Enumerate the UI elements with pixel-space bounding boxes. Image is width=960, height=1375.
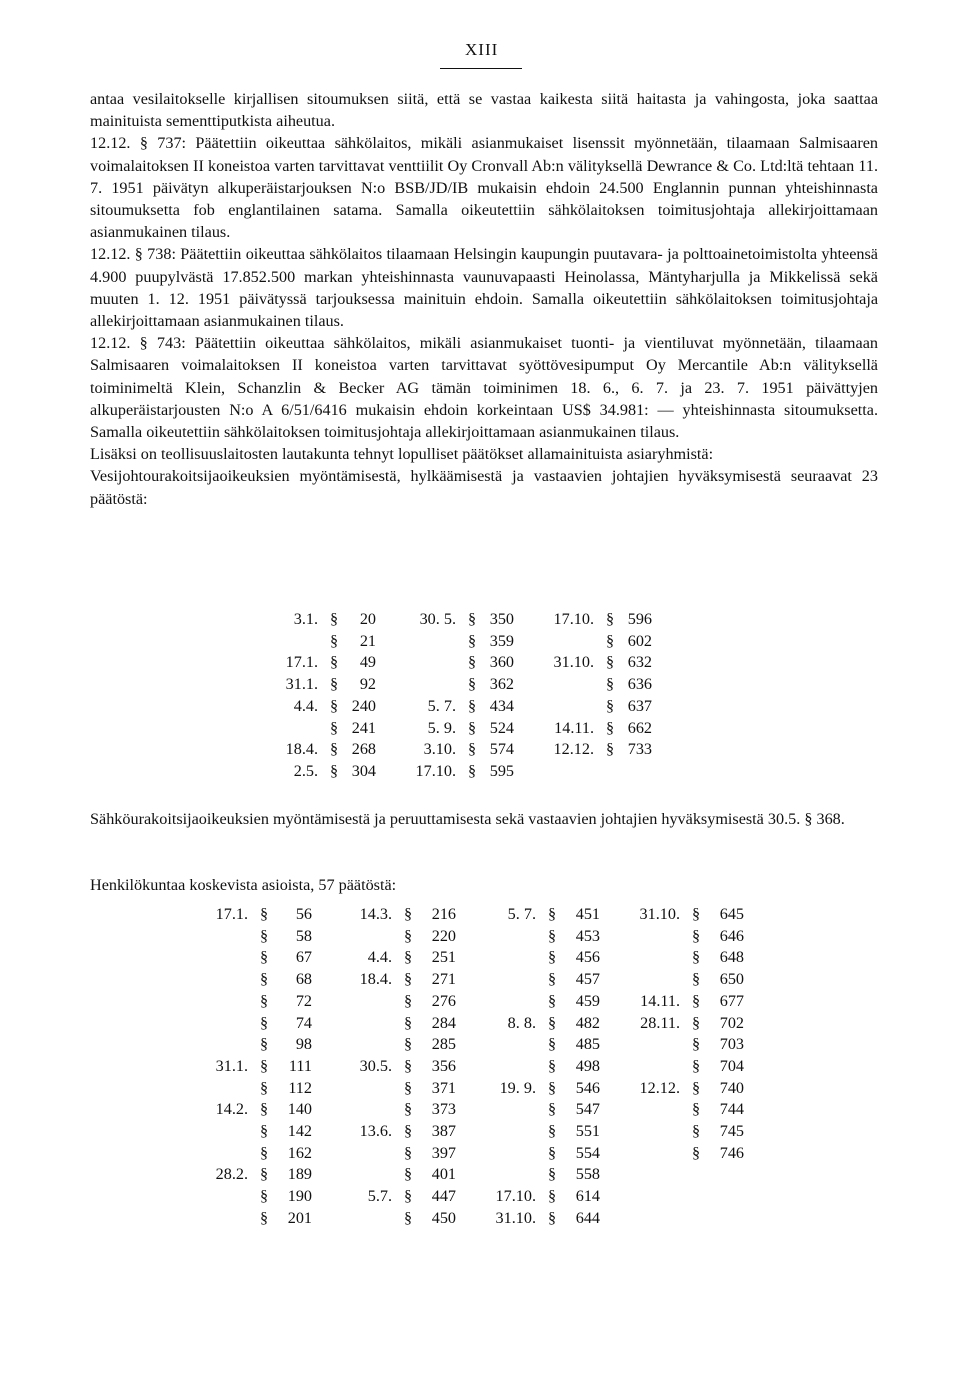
section-number: 636 [627, 675, 652, 694]
table-row [262, 718, 652, 740]
section-sign: § [548, 926, 557, 945]
section-number: 637 [627, 696, 652, 715]
section-sign: § [468, 631, 477, 650]
decision-date [312, 1013, 404, 1035]
section-sign: § [468, 696, 477, 715]
section-number: 397 [431, 1143, 456, 1162]
section-number: 140 [287, 1100, 312, 1119]
section-sign: § [330, 675, 339, 694]
section-number: 457 [575, 970, 600, 989]
decision-date [514, 761, 606, 783]
section-sign: § [260, 948, 269, 967]
section-sign: § [692, 1078, 701, 1097]
decision-date [376, 652, 468, 674]
body-text [90, 88, 878, 510]
section-sign: § [260, 1035, 269, 1054]
decision-date [456, 947, 548, 969]
decision-date [456, 926, 548, 948]
decision-date [600, 947, 692, 969]
section-number: 614 [575, 1187, 600, 1206]
section-sign: § [468, 718, 477, 737]
section-sign: § [468, 653, 477, 672]
section-number: 21 [359, 631, 376, 650]
decision-date: 14.11. [640, 991, 680, 1010]
section-sign: § [548, 970, 557, 989]
decision-date: 5. 7. [507, 905, 536, 923]
section-number: 650 [719, 970, 744, 989]
decision-date: 17.1. [285, 653, 318, 672]
section-number: 596 [627, 610, 652, 628]
section-sign: § [548, 905, 557, 923]
page-number-rule [440, 68, 522, 69]
section-sign: § [606, 610, 615, 628]
decision-date [600, 1186, 692, 1208]
decision-date [190, 947, 260, 969]
decision-date [600, 1099, 692, 1121]
section-number: 524 [489, 718, 514, 737]
section-number: 72 [295, 991, 312, 1010]
section-sign: § [404, 970, 413, 989]
section-sign: § [404, 1013, 413, 1032]
section-number: 111 [288, 1056, 312, 1075]
section-sign: § [404, 1187, 413, 1206]
section-number: 268 [351, 740, 376, 759]
section-number: 453 [575, 926, 600, 945]
section-number: 68 [295, 970, 312, 989]
table-row [190, 1013, 744, 1035]
section-number: 373 [431, 1100, 456, 1119]
section-sign: § [692, 905, 701, 923]
section-number: 56 [295, 905, 312, 923]
section-sign: § [404, 1100, 413, 1119]
section-number: 602 [627, 631, 652, 650]
section-number [708, 1164, 744, 1186]
table-row [190, 1099, 744, 1121]
section-sign: § [548, 1187, 557, 1206]
section-sign: § [548, 1100, 557, 1119]
table-row [190, 1186, 744, 1208]
section-sign: § [260, 1056, 269, 1075]
section-sign: § [260, 1078, 269, 1097]
decision-date: 14.3. [359, 905, 392, 923]
section-number: 554 [575, 1143, 600, 1162]
decision-date [600, 1056, 692, 1078]
section-sign: § [404, 991, 413, 1010]
section-sign: § [260, 1122, 269, 1141]
table-row [262, 761, 652, 783]
section-sign: § [548, 1208, 557, 1227]
section-sign: § [330, 761, 339, 780]
decision-date [190, 1208, 260, 1230]
section-number: 646 [719, 926, 744, 945]
water-contractor-decisions-table [262, 609, 652, 783]
section-number: 447 [431, 1187, 456, 1206]
decision-date [514, 674, 606, 696]
decision-date [456, 1164, 548, 1186]
section-number: 574 [489, 740, 514, 759]
decision-date [190, 1078, 260, 1100]
table-row [190, 1164, 744, 1186]
section-sign: § [692, 1056, 701, 1075]
section-sign: § [606, 696, 615, 715]
section-number: 98 [295, 1035, 312, 1054]
section-number: 704 [719, 1056, 744, 1075]
section-number: 162 [287, 1143, 312, 1162]
section-sign: § [404, 1078, 413, 1097]
section-sign [606, 761, 622, 783]
section-sign: § [548, 1122, 557, 1141]
decision-date [262, 631, 330, 653]
decision-date [600, 1164, 692, 1186]
table-row [190, 1143, 744, 1165]
section-sign [692, 1186, 708, 1208]
paragraph-personnel: Henkilökuntaa koskevista asioista, 57 päätöstä: [90, 876, 397, 894]
decision-date [312, 991, 404, 1013]
section-number: 220 [431, 926, 456, 945]
decision-date [456, 1056, 548, 1078]
section-number [708, 1186, 744, 1208]
section-number: 677 [719, 991, 744, 1010]
section-number: 644 [575, 1208, 600, 1227]
section-number: 547 [575, 1100, 600, 1119]
section-number: 190 [287, 1187, 312, 1206]
section-sign: § [260, 926, 269, 945]
decision-date: 3.1. [293, 610, 318, 628]
paragraph-water-works: antaa vesilaitokselle kirjallisen sitoumuksen siitä, että se vastaa kaikesta siitä haitasta ja vahingosta, joka saattaa mainituista sementtiputkista aiheutua. [90, 90, 878, 131]
table-row [190, 1121, 744, 1143]
section-number: 645 [719, 905, 744, 923]
section-number: 276 [431, 991, 456, 1010]
decision-date [600, 1121, 692, 1143]
section-number: 112 [288, 1078, 312, 1097]
decision-date: 18.4. [359, 970, 392, 989]
section-sign: § [606, 718, 615, 737]
section-number: 360 [489, 653, 514, 672]
section-number: 142 [287, 1122, 312, 1141]
table-row [262, 652, 652, 674]
section-sign: § [260, 1165, 269, 1184]
section-sign: § [260, 970, 269, 989]
section-number [708, 1208, 744, 1230]
section-sign: § [330, 610, 339, 628]
decision-date: 17.10. [495, 1187, 536, 1206]
decision-date [456, 1143, 548, 1165]
section-number: 558 [575, 1165, 600, 1184]
section-number: 189 [287, 1165, 312, 1184]
decision-date [456, 1099, 548, 1121]
section-sign: § [548, 1056, 557, 1075]
section-sign: § [404, 926, 413, 945]
section-sign: § [692, 970, 701, 989]
section-number: 632 [627, 653, 652, 672]
section-number: 216 [431, 905, 456, 923]
section-number: 551 [575, 1122, 600, 1141]
decision-date: 19. 9. [499, 1078, 536, 1097]
table-row [262, 609, 652, 631]
section-number: 434 [489, 696, 514, 715]
section-number: 482 [575, 1013, 600, 1032]
section-sign: § [330, 696, 339, 715]
decision-date [190, 969, 260, 991]
table-row [190, 991, 744, 1013]
section-number: 451 [575, 905, 600, 923]
decision-date [312, 1143, 404, 1165]
section-sign: § [468, 761, 477, 780]
decision-date [312, 926, 404, 948]
section-number: 371 [431, 1078, 456, 1097]
decision-date [456, 991, 548, 1013]
section-number: 362 [489, 675, 514, 694]
section-sign: § [548, 1078, 557, 1097]
section-number: 459 [575, 991, 600, 1010]
section-sign: § [606, 675, 615, 694]
decision-date [600, 1208, 692, 1230]
section-number: 744 [719, 1100, 744, 1119]
section-sign: § [548, 1035, 557, 1054]
decision-date: 12.12. [553, 740, 594, 759]
section-number: 648 [719, 948, 744, 967]
decision-date: 17.1. [215, 905, 248, 923]
section-sign [692, 1164, 708, 1186]
decision-date: 31.1. [285, 675, 318, 694]
decision-date [190, 1186, 260, 1208]
table-row [190, 926, 744, 948]
section-sign: § [606, 631, 615, 650]
decision-date [600, 1143, 692, 1165]
section-sign: § [692, 991, 701, 1010]
decision-date: 2.5. [293, 761, 318, 780]
section-sign: § [260, 1100, 269, 1119]
paragraph-electric-contractors: Sähköurakoitsijaoikeuksien myöntämisestä ja peruuttamisesta sekä vastaavien johtajien hyväksymisestä 30.5. § 368. [90, 810, 845, 828]
section-number: 49 [359, 653, 376, 672]
table-row [262, 739, 652, 761]
section-number: 456 [575, 948, 600, 967]
decision-date [190, 926, 260, 948]
table-row [190, 1034, 744, 1056]
decision-date: 8. 8. [507, 1013, 536, 1032]
decision-date: 5. 9. [427, 718, 456, 737]
section-sign: § [692, 1143, 701, 1162]
section-sign: § [606, 740, 615, 759]
section-number: 359 [489, 631, 514, 650]
section-number: 450 [431, 1208, 456, 1227]
decision-date [600, 969, 692, 991]
decision-date [376, 674, 468, 696]
decision-date [376, 631, 468, 653]
decision-date [456, 969, 548, 991]
section-sign: § [692, 948, 701, 967]
decision-date [456, 1121, 548, 1143]
decision-date [312, 1164, 404, 1186]
decision-date: 4.4. [293, 696, 318, 715]
section-sign: § [692, 1122, 701, 1141]
section-number: 304 [351, 761, 376, 780]
decision-date [190, 991, 260, 1013]
section-number: 387 [431, 1122, 456, 1141]
section-number: 241 [351, 718, 376, 737]
decision-date [190, 1121, 260, 1143]
section-number: 662 [627, 718, 652, 737]
section-sign: § [468, 740, 477, 759]
decision-date: 12.12. [639, 1078, 680, 1097]
section-number: 498 [575, 1056, 600, 1075]
decision-date [190, 1034, 260, 1056]
decision-date: 31.1. [215, 1056, 248, 1075]
decision-date [312, 1208, 404, 1230]
decision-date: 18.4. [285, 740, 318, 759]
section-sign: § [548, 1165, 557, 1184]
section-sign: § [548, 1143, 557, 1162]
section-number: 240 [351, 696, 376, 715]
decision-date [190, 1013, 260, 1035]
section-number: 401 [431, 1165, 456, 1184]
paragraph-section-738: 12.12. § 738: Päätettiin oikeuttaa sähkölaitos tilaamaan Helsingin kaupungin puutavara- ja polttoainetoimistolta yhteensä 4.900 puupylvästä 17.852.500 markan yhteishinnasta vaunuvapaasti Heinolassa, Mäntyharjulla ja Mikkelissä sekä muuten 1. 12. 1951 päivätyssä tarjouksessa mainituin ehdoin. Samalla oikeutettiin sähkölaitoksen toimitusjohtaja allekirjoittamaan asianmukainen tilaus. [90, 245, 878, 331]
decision-date: 17.10. [553, 610, 594, 628]
decision-date: 3.10. [423, 740, 456, 759]
paragraph-section-737: 12.12. § 737: Päätettiin oikeuttaa sähkölaitos, mikäli asianmukaiset lisenssit myönnetään, tilaamaan Salmisaaren voimalaitoksen II koneistoa varten tarvittavat venttiilit Oy Cronvall Ab:n välityksellä Dewrance & Co. Ltd:ltä tehtaan 11. 7. 1951 päivätyn alkuperäistarjouksen N:o BSB/JD/IB mukaisin ehdoin 24.500 Englannin punnan yhteishinnasta sitoumuksetta fob englantilainen satama. Samalla oikeutettiin sähkölaitoksen toimitusjohtaja allekirjoittamaan asianmukainen tilaus. [90, 134, 878, 242]
section-number: 74 [295, 1013, 312, 1032]
personnel-decisions-table [190, 904, 744, 1230]
section-number: 67 [295, 948, 312, 967]
decision-date: 28.11. [640, 1013, 680, 1032]
table-row [190, 947, 744, 969]
section-sign: § [404, 1035, 413, 1054]
section-sign: § [330, 631, 339, 650]
decision-date [312, 1034, 404, 1056]
section-sign: § [548, 991, 557, 1010]
decision-date [514, 631, 606, 653]
section-sign: § [404, 948, 413, 967]
decision-date: 17.10. [415, 761, 456, 780]
section-number: 271 [431, 970, 456, 989]
table-row [190, 1208, 744, 1230]
paragraph-water-contractors: Vesijohtourakoitsijaoikeuksien myöntämisestä, hylkäämisestä ja vastaavien johtajien hyväksymisestä seuraavat 23 päätöstä: [90, 467, 878, 508]
section-number [622, 761, 652, 783]
section-number: 92 [359, 675, 376, 694]
section-sign: § [692, 1013, 701, 1032]
section-sign: § [404, 1122, 413, 1141]
table-row [190, 1056, 744, 1078]
section-sign: § [330, 740, 339, 759]
table-row [190, 904, 744, 926]
section-number: 58 [295, 926, 312, 945]
decision-date: 30. 5. [419, 610, 456, 628]
section-sign: § [404, 905, 413, 923]
section-number: 746 [719, 1143, 744, 1162]
table-row [262, 696, 652, 718]
decision-date: 30.5. [359, 1056, 392, 1075]
decision-date: 31.10. [495, 1208, 536, 1227]
table-row [190, 969, 744, 991]
decision-date [456, 1034, 548, 1056]
decision-date [190, 1143, 260, 1165]
section-number: 595 [489, 761, 514, 780]
decision-date [312, 1078, 404, 1100]
decision-date [600, 1034, 692, 1056]
section-number: 20 [359, 610, 376, 628]
section-sign: § [468, 675, 477, 694]
page-number: XIII [465, 40, 499, 59]
section-number: 201 [287, 1208, 312, 1227]
section-sign: § [260, 1143, 269, 1162]
section-sign: § [404, 1165, 413, 1184]
section-sign: § [260, 1013, 269, 1032]
table-row [262, 674, 652, 696]
section-sign: § [330, 718, 339, 737]
section-sign: § [260, 1187, 269, 1206]
paragraph-decisions-intro: Lisäksi on teollisuuslaitosten lautakunta tehnyt lopulliset päätökset allamainituista asiaryhmistä: [90, 445, 714, 464]
decision-date: 31.10. [553, 653, 594, 672]
section-sign: § [260, 905, 269, 923]
decision-date: 5. 7. [427, 696, 456, 715]
section-sign [692, 1208, 708, 1230]
decision-date: 5.7. [367, 1187, 392, 1206]
section-sign: § [260, 1208, 269, 1227]
section-number: 251 [431, 948, 456, 967]
section-sign: § [692, 1100, 701, 1119]
decision-date [600, 926, 692, 948]
section-sign: § [260, 991, 269, 1010]
section-sign: § [692, 926, 701, 945]
decision-date: 14.2. [215, 1100, 248, 1119]
section-number: 745 [719, 1122, 744, 1141]
section-number: 702 [719, 1013, 744, 1032]
table-row [190, 1078, 744, 1100]
section-number: 546 [575, 1078, 600, 1097]
decision-date: 31.10. [639, 905, 680, 923]
section-sign: § [404, 1208, 413, 1227]
decision-date [312, 1099, 404, 1121]
decision-date [262, 718, 330, 740]
section-sign: § [330, 653, 339, 672]
section-number: 733 [627, 740, 652, 759]
section-number: 350 [489, 610, 514, 628]
section-number: 284 [431, 1013, 456, 1032]
section-number: 285 [431, 1035, 456, 1054]
table-row [262, 631, 652, 653]
decision-date: 13.6. [359, 1122, 392, 1141]
paragraph-section-743: 12.12. § 743: Päätettiin oikeuttaa sähkölaitos, mikäli asianmukaiset tuonti- ja vientiluvat myönnetään, tilaamaan Salmisaaren voimalaitoksen II koneistoa varten tarvittavat syöttövesipumput Oy Mercantile Ab:n välityksellä toiminimeltä Klein, Schanzlin & Becker AG tämän toiminimen 18. 6., 6. 7. ja 23. 7. 1951 päivättyjen alkuperäistarjousten N:o A 6/51/6416 mukaisin ehdoin korkeintaan US$ 34.981: — yhteishinnasta sitoumuksetta. Samalla oikeutettiin sähkölaitoksen toimitusjohtaja allekirjoittamaan asianmukainen tilaus. [90, 334, 878, 442]
decision-date: 28.2. [215, 1165, 248, 1184]
decision-date: 4.4. [367, 948, 392, 967]
decision-date [514, 696, 606, 718]
section-sign: § [606, 653, 615, 672]
section-number: 485 [575, 1035, 600, 1054]
section-sign: § [692, 1035, 701, 1054]
section-sign: § [404, 1056, 413, 1075]
decision-date: 14.11. [554, 718, 594, 737]
section-sign: § [548, 1013, 557, 1032]
section-number: 356 [431, 1056, 456, 1075]
section-number: 703 [719, 1035, 744, 1054]
section-sign: § [404, 1143, 413, 1162]
section-number: 740 [719, 1078, 744, 1097]
section-sign: § [468, 610, 477, 628]
section-sign: § [548, 948, 557, 967]
